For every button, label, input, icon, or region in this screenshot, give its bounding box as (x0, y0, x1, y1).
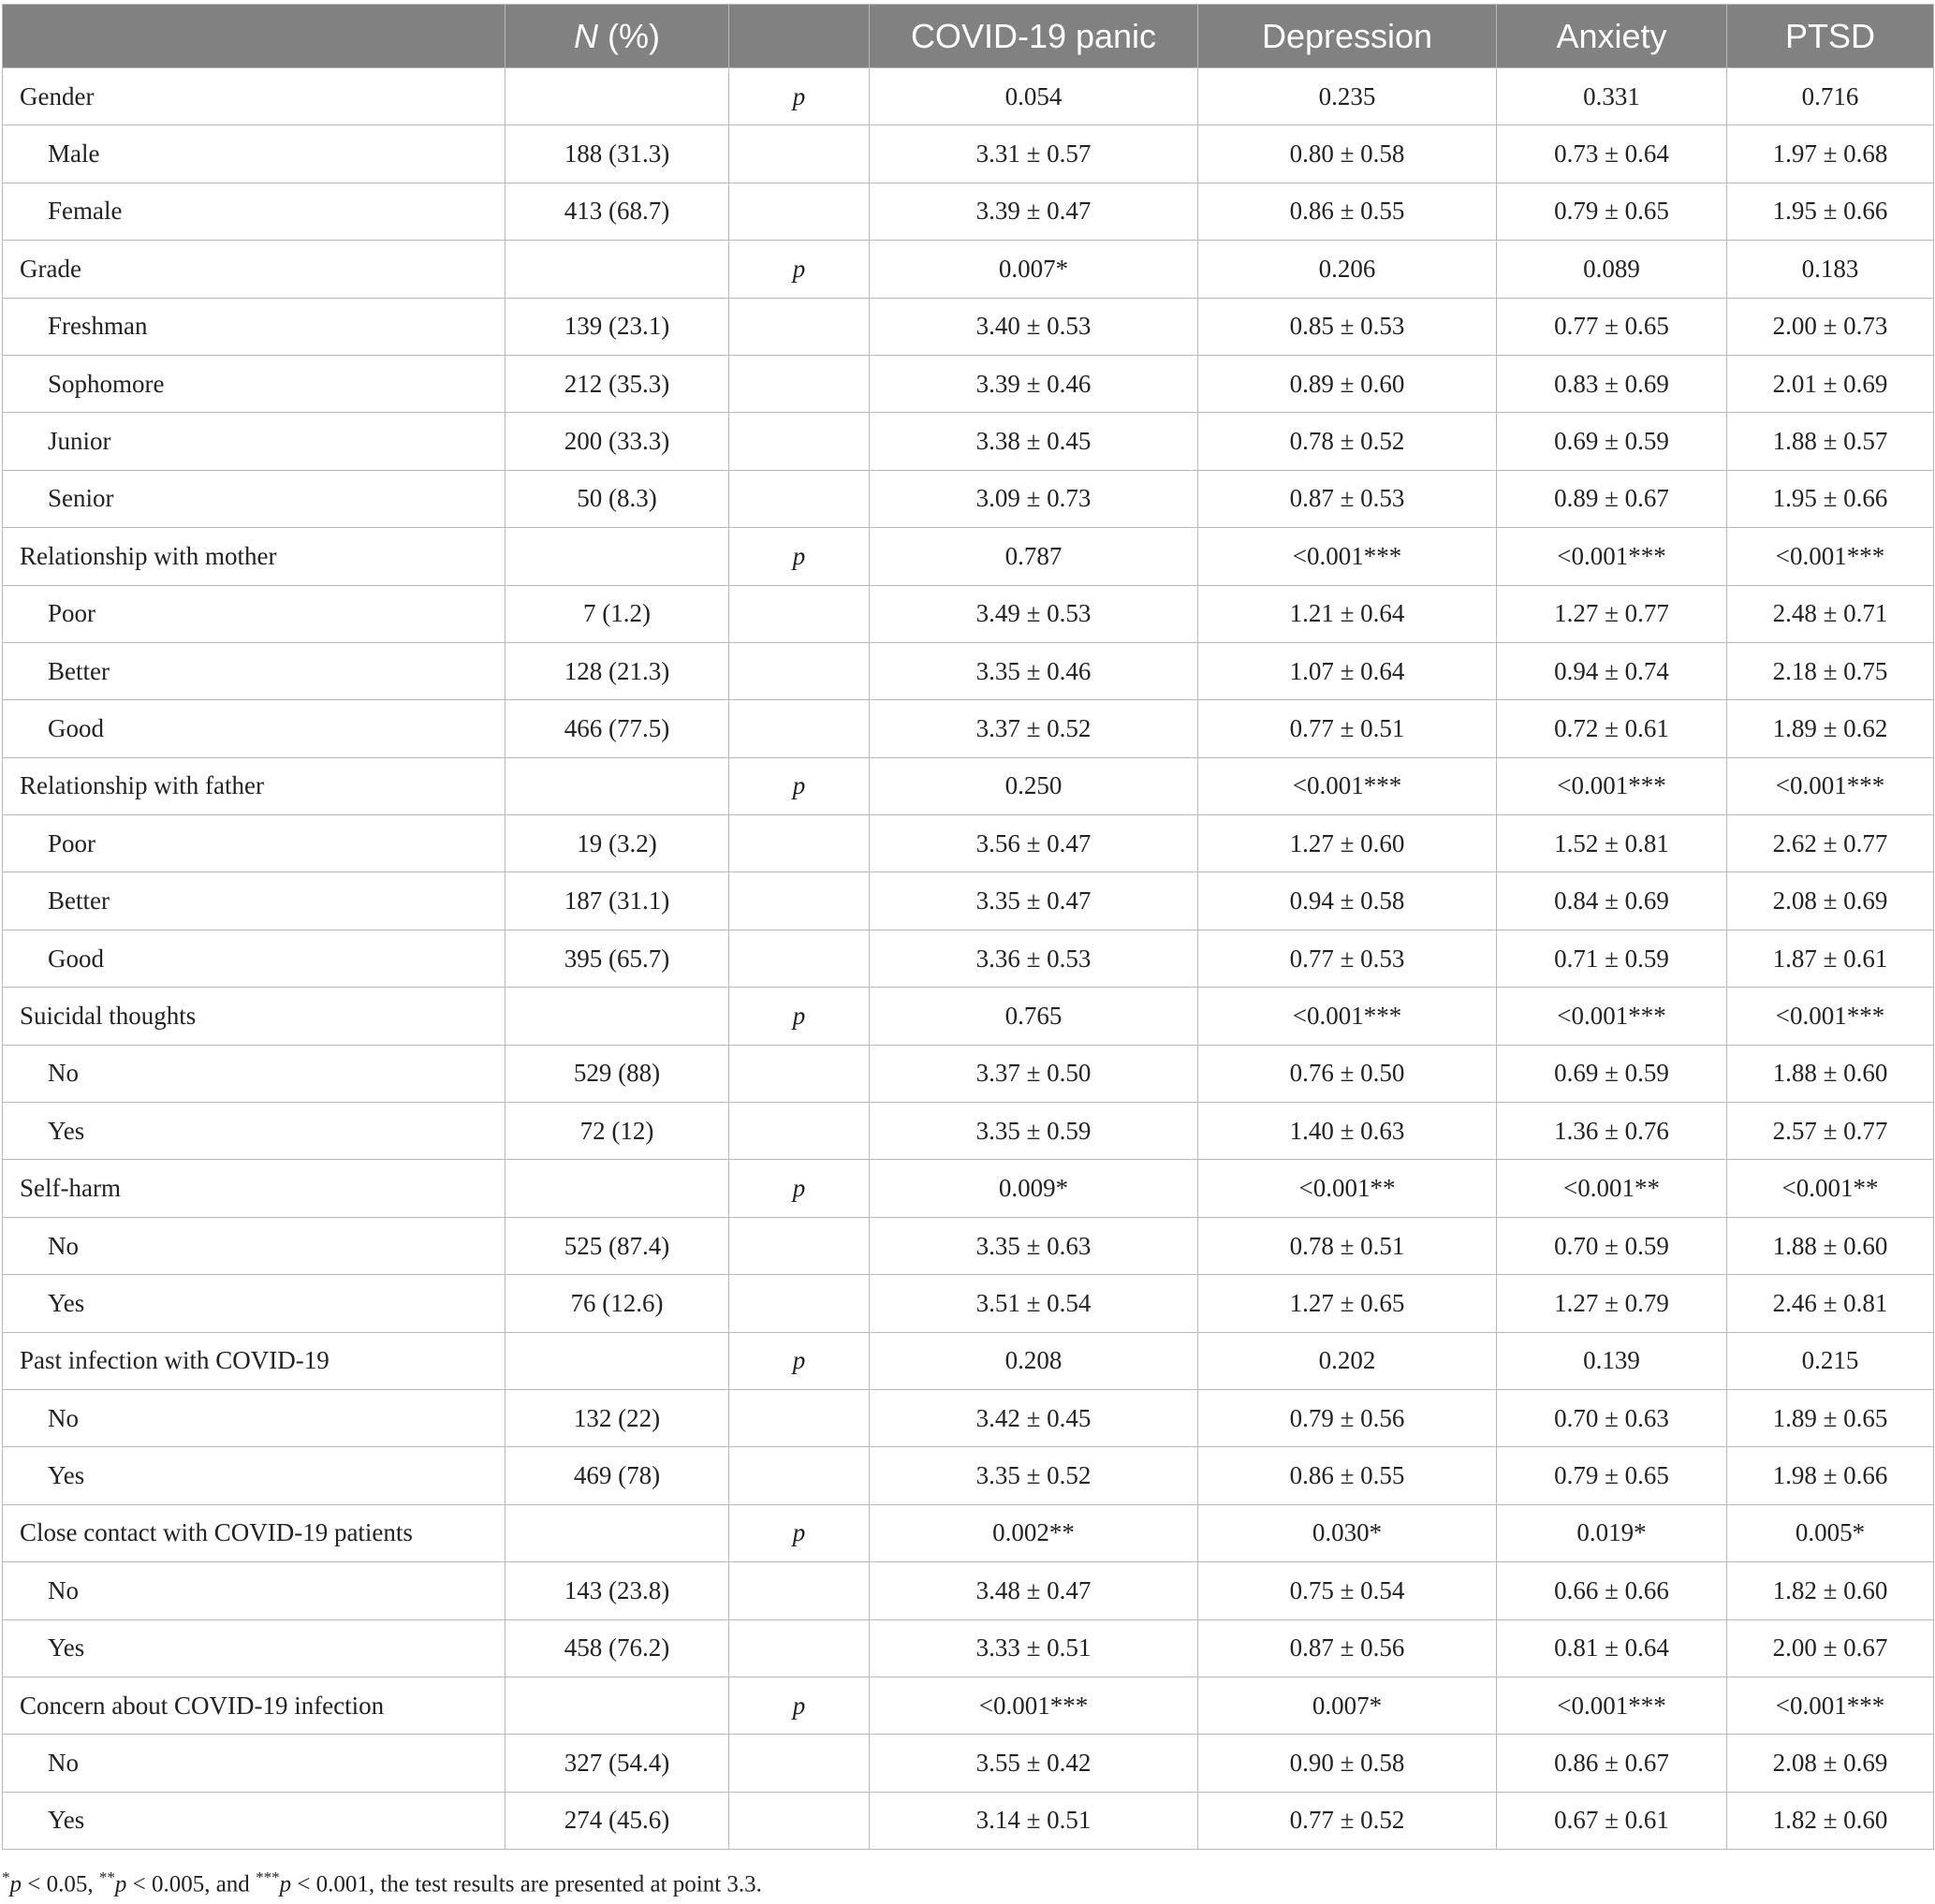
cell-covid-panic: 0.009* (870, 1160, 1198, 1217)
cell-anxiety: 0.70 ± 0.63 (1497, 1389, 1727, 1446)
header-n-percent (506, 5, 729, 68)
cell-ptsd: 2.08 ± 0.69 (1727, 872, 1934, 930)
header-p (729, 5, 870, 68)
table-row-group (3, 1332, 1934, 1389)
table-row-group (3, 1160, 1934, 1217)
cell-anxiety: 0.72 ± 0.61 (1497, 700, 1727, 757)
statistics-table (2, 4, 1934, 1850)
cell-anxiety: 0.089 (1497, 241, 1727, 298)
table-row-level (3, 1045, 1934, 1102)
cell-ptsd: <0.001*** (1727, 757, 1934, 814)
cell-anxiety: 0.77 ± 0.65 (1497, 298, 1727, 355)
cell-variable: Yes (3, 1275, 506, 1332)
cell-p-marker (729, 1447, 870, 1504)
cell-ptsd: 1.88 ± 0.57 (1727, 413, 1934, 470)
table-row-level (3, 298, 1934, 355)
cell-variable: Male (3, 125, 506, 183)
cell-variable: Concern about COVID-19 infection (3, 1677, 506, 1734)
table-row-level (3, 872, 1934, 930)
cell-n-percent (506, 988, 729, 1045)
cell-anxiety: 0.69 ± 0.59 (1497, 1045, 1727, 1102)
cell-anxiety: 1.27 ± 0.77 (1497, 585, 1727, 642)
cell-covid-panic: 3.36 ± 0.53 (870, 930, 1198, 987)
cell-n-percent: 128 (21.3) (506, 642, 729, 699)
cell-variable: Better (3, 872, 506, 930)
cell-covid-panic: 0.002** (870, 1504, 1198, 1561)
cell-depression: 0.85 ± 0.53 (1198, 298, 1497, 355)
cell-depression: 0.86 ± 0.55 (1198, 183, 1497, 240)
cell-ptsd: 2.08 ± 0.69 (1727, 1735, 1934, 1792)
cell-p-marker (729, 355, 870, 412)
cell-ptsd: 2.48 ± 0.71 (1727, 585, 1934, 642)
cell-n-percent (506, 757, 729, 814)
footnote-p-1: p (9, 1871, 22, 1897)
header-anxiety: Anxiety (1497, 5, 1727, 68)
cell-depression: 0.87 ± 0.53 (1198, 470, 1497, 527)
cell-variable: Gender (3, 68, 506, 125)
cell-covid-panic: 3.33 ± 0.51 (870, 1619, 1198, 1677)
cell-anxiety: 0.66 ± 0.66 (1497, 1562, 1727, 1619)
cell-depression: 0.78 ± 0.51 (1198, 1217, 1497, 1274)
cell-covid-panic: 0.250 (870, 757, 1198, 814)
cell-n-percent: 7 (1.2) (506, 585, 729, 642)
cell-covid-panic: 3.14 ± 0.51 (870, 1792, 1198, 1849)
cell-p-marker (729, 585, 870, 642)
cell-anxiety: 0.89 ± 0.67 (1497, 470, 1727, 527)
table-row-level (3, 700, 1934, 757)
footnote-text-2: < 0.005, and (126, 1871, 257, 1897)
table-row-level (3, 1562, 1934, 1619)
cell-anxiety: <0.001*** (1497, 757, 1727, 814)
cell-variable: No (3, 1217, 506, 1274)
cell-p-marker (729, 1562, 870, 1619)
cell-n-percent: 469 (78) (506, 1447, 729, 1504)
cell-n-percent (506, 1677, 729, 1734)
cell-variable: Poor (3, 815, 506, 872)
footnote-sig-1: * (2, 1868, 10, 1886)
cell-n-percent: 50 (8.3) (506, 470, 729, 527)
cell-variable: Poor (3, 585, 506, 642)
table-body (3, 68, 1934, 1850)
cell-variable: Junior (3, 413, 506, 470)
cell-depression: 0.87 ± 0.56 (1198, 1619, 1497, 1677)
cell-covid-panic: 3.48 ± 0.47 (870, 1562, 1198, 1619)
header-covid-panic: COVID-19 panic (870, 5, 1198, 68)
cell-depression: 0.75 ± 0.54 (1198, 1562, 1497, 1619)
cell-covid-panic: 3.09 ± 0.73 (870, 470, 1198, 527)
table-row-level (3, 1217, 1934, 1274)
cell-variable: No (3, 1389, 506, 1446)
table-row-level (3, 1389, 1934, 1446)
cell-n-percent: 525 (87.4) (506, 1217, 729, 1274)
cell-n-percent: 188 (31.3) (506, 125, 729, 183)
cell-n-percent (506, 1504, 729, 1561)
cell-anxiety: 1.36 ± 0.76 (1497, 1103, 1727, 1160)
table-row-level (3, 815, 1934, 872)
table-row-level (3, 1735, 1934, 1792)
table-row-group (3, 528, 1934, 585)
cell-anxiety: <0.001*** (1497, 528, 1727, 585)
cell-anxiety: <0.001*** (1497, 988, 1727, 1045)
cell-anxiety: 0.73 ± 0.64 (1497, 125, 1727, 183)
cell-anxiety: 0.331 (1497, 68, 1727, 125)
cell-anxiety: 0.79 ± 0.65 (1497, 183, 1727, 240)
cell-n-percent (506, 1332, 729, 1389)
cell-covid-panic: 0.208 (870, 1332, 1198, 1389)
table-row-level (3, 355, 1934, 412)
cell-p-marker: p (729, 1160, 870, 1217)
cell-anxiety: 0.139 (1497, 1332, 1727, 1389)
cell-covid-panic: 0.765 (870, 988, 1198, 1045)
cell-anxiety: 1.52 ± 0.81 (1497, 815, 1727, 872)
cell-covid-panic: 3.35 ± 0.47 (870, 872, 1198, 930)
table-row-level (3, 1792, 1934, 1849)
cell-anxiety: 1.27 ± 0.79 (1497, 1275, 1727, 1332)
cell-depression: 0.78 ± 0.52 (1198, 413, 1497, 470)
cell-ptsd: 1.98 ± 0.66 (1727, 1447, 1934, 1504)
table-row-level (3, 1447, 1934, 1504)
cell-variable: Freshman (3, 298, 506, 355)
cell-p-marker (729, 872, 870, 930)
cell-variable: Yes (3, 1792, 506, 1849)
cell-ptsd: 1.88 ± 0.60 (1727, 1217, 1934, 1274)
cell-p-marker (729, 1792, 870, 1849)
cell-depression: 0.77 ± 0.51 (1198, 700, 1497, 757)
cell-variable: Female (3, 183, 506, 240)
cell-ptsd: 1.88 ± 0.60 (1727, 1045, 1934, 1102)
cell-variable: Yes (3, 1619, 506, 1677)
table-row-level (3, 470, 1934, 527)
cell-depression: 0.007* (1198, 1677, 1497, 1734)
cell-depression: 0.80 ± 0.58 (1198, 125, 1497, 183)
cell-ptsd: 2.57 ± 0.77 (1727, 1103, 1934, 1160)
cell-depression: <0.001** (1198, 1160, 1497, 1217)
cell-variable: Close contact with COVID-19 patients (3, 1504, 506, 1561)
cell-anxiety: 0.67 ± 0.61 (1497, 1792, 1727, 1849)
cell-variable: No (3, 1735, 506, 1792)
cell-variable: Yes (3, 1447, 506, 1504)
cell-depression: 0.79 ± 0.56 (1198, 1389, 1497, 1446)
cell-anxiety: 0.69 ± 0.59 (1497, 413, 1727, 470)
cell-p-marker: p (729, 1332, 870, 1389)
cell-covid-panic: 3.40 ± 0.53 (870, 298, 1198, 355)
cell-variable: Better (3, 642, 506, 699)
table-row-level (3, 125, 1934, 183)
cell-ptsd: 0.183 (1727, 241, 1934, 298)
cell-n-percent (506, 68, 729, 125)
cell-anxiety: <0.001** (1497, 1160, 1727, 1217)
cell-covid-panic: 3.56 ± 0.47 (870, 815, 1198, 872)
cell-variable: Suicidal thoughts (3, 988, 506, 1045)
cell-n-percent: 76 (12.6) (506, 1275, 729, 1332)
cell-depression: 1.40 ± 0.63 (1198, 1103, 1497, 1160)
cell-ptsd: 1.89 ± 0.65 (1727, 1389, 1934, 1446)
cell-p-marker (729, 815, 870, 872)
cell-ptsd: 0.005* (1727, 1504, 1934, 1561)
cell-p-marker (729, 930, 870, 987)
footnote-text-3: < 0.001, the test results are presented at point 3.3. (291, 1871, 762, 1897)
cell-anxiety: 0.94 ± 0.74 (1497, 642, 1727, 699)
cell-p-marker (729, 470, 870, 527)
cell-n-percent: 395 (65.7) (506, 930, 729, 987)
cell-depression: <0.001*** (1198, 528, 1497, 585)
cell-ptsd: 1.87 ± 0.61 (1727, 930, 1934, 987)
table-row-group (3, 1504, 1934, 1561)
cell-ptsd: 2.18 ± 0.75 (1727, 642, 1934, 699)
cell-covid-panic: 3.35 ± 0.59 (870, 1103, 1198, 1160)
cell-ptsd: 1.82 ± 0.60 (1727, 1792, 1934, 1849)
table-row-level (3, 413, 1934, 470)
cell-ptsd: 1.95 ± 0.66 (1727, 470, 1934, 527)
header-row (3, 5, 1934, 68)
footnote-sig-3: *** (256, 1868, 280, 1886)
cell-anxiety: 0.71 ± 0.59 (1497, 930, 1727, 987)
table-footnote (2, 1868, 762, 1897)
cell-p-marker (729, 1045, 870, 1102)
cell-depression: 0.90 ± 0.58 (1198, 1735, 1497, 1792)
cell-n-percent: 187 (31.1) (506, 872, 729, 930)
cell-n-percent (506, 241, 729, 298)
cell-n-percent: 466 (77.5) (506, 700, 729, 757)
cell-covid-panic: 0.787 (870, 528, 1198, 585)
cell-covid-panic: 3.37 ± 0.50 (870, 1045, 1198, 1102)
cell-covid-panic: 0.007* (870, 241, 1198, 298)
cell-p-marker: p (729, 241, 870, 298)
cell-covid-panic: 3.51 ± 0.54 (870, 1275, 1198, 1332)
cell-depression: 0.77 ± 0.53 (1198, 930, 1497, 987)
cell-ptsd: 1.95 ± 0.66 (1727, 183, 1934, 240)
cell-anxiety: 0.019* (1497, 1504, 1727, 1561)
cell-p-marker (729, 700, 870, 757)
cell-p-marker: p (729, 1677, 870, 1734)
table-row-level (3, 642, 1934, 699)
footnote-p-2: p (114, 1871, 127, 1897)
cell-variable: Good (3, 700, 506, 757)
footnote-p-3: p (279, 1871, 292, 1897)
cell-depression: 1.07 ± 0.64 (1198, 642, 1497, 699)
cell-variable: Relationship with mother (3, 528, 506, 585)
cell-anxiety: 0.86 ± 0.67 (1497, 1735, 1727, 1792)
cell-covid-panic: 3.31 ± 0.57 (870, 125, 1198, 183)
cell-covid-panic: 3.35 ± 0.52 (870, 1447, 1198, 1504)
cell-variable: Yes (3, 1103, 506, 1160)
cell-covid-panic: 0.054 (870, 68, 1198, 125)
footnote-sig-2: ** (98, 1868, 115, 1886)
cell-variable: Relationship with father (3, 757, 506, 814)
cell-n-percent: 143 (23.8) (506, 1562, 729, 1619)
table-row-level (3, 1619, 1934, 1677)
cell-p-marker (729, 642, 870, 699)
header-n-rest: (%) (598, 16, 660, 55)
cell-n-percent: 529 (88) (506, 1045, 729, 1102)
cell-p-marker (729, 125, 870, 183)
cell-ptsd: 1.82 ± 0.60 (1727, 1562, 1934, 1619)
table-row-group (3, 988, 1934, 1045)
table-row-level (3, 585, 1934, 642)
table-row-level (3, 1275, 1934, 1332)
cell-p-marker (729, 413, 870, 470)
cell-variable: Grade (3, 241, 506, 298)
cell-ptsd: <0.001*** (1727, 528, 1934, 585)
cell-depression: <0.001*** (1198, 988, 1497, 1045)
cell-ptsd: 2.01 ± 0.69 (1727, 355, 1934, 412)
cell-p-marker (729, 1103, 870, 1160)
cell-ptsd: <0.001** (1727, 1160, 1934, 1217)
cell-depression: 1.27 ± 0.65 (1198, 1275, 1497, 1332)
cell-covid-panic: 3.37 ± 0.52 (870, 700, 1198, 757)
table-row-group (3, 757, 1934, 814)
table-row-level (3, 1103, 1934, 1160)
cell-depression: 0.030* (1198, 1504, 1497, 1561)
cell-variable: No (3, 1045, 506, 1102)
cell-p-marker (729, 183, 870, 240)
cell-n-percent: 212 (35.3) (506, 355, 729, 412)
cell-covid-panic: 3.55 ± 0.42 (870, 1735, 1198, 1792)
cell-anxiety: 0.81 ± 0.64 (1497, 1619, 1727, 1677)
cell-n-percent (506, 1160, 729, 1217)
cell-ptsd: 0.215 (1727, 1332, 1934, 1389)
cell-p-marker (729, 1389, 870, 1446)
table-row-level (3, 930, 1934, 987)
cell-depression: 0.235 (1198, 68, 1497, 125)
header-depression: Depression (1198, 5, 1497, 68)
cell-n-percent (506, 528, 729, 585)
table-row-group (3, 241, 1934, 298)
cell-covid-panic: 3.39 ± 0.46 (870, 355, 1198, 412)
cell-ptsd: <0.001*** (1727, 988, 1934, 1045)
cell-p-marker (729, 1619, 870, 1677)
data-table-container (2, 4, 1933, 1850)
cell-anxiety: 0.79 ± 0.65 (1497, 1447, 1727, 1504)
cell-anxiety: 0.70 ± 0.59 (1497, 1217, 1727, 1274)
cell-n-percent: 413 (68.7) (506, 183, 729, 240)
cell-depression: 0.76 ± 0.50 (1198, 1045, 1497, 1102)
cell-variable: Past infection with COVID-19 (3, 1332, 506, 1389)
cell-ptsd: 1.97 ± 0.68 (1727, 125, 1934, 183)
cell-covid-panic: 3.39 ± 0.47 (870, 183, 1198, 240)
cell-covid-panic: 3.38 ± 0.45 (870, 413, 1198, 470)
cell-depression: 0.202 (1198, 1332, 1497, 1389)
cell-n-percent: 458 (76.2) (506, 1619, 729, 1677)
cell-depression: 0.86 ± 0.55 (1198, 1447, 1497, 1504)
cell-ptsd: 2.62 ± 0.77 (1727, 815, 1934, 872)
cell-variable: Good (3, 930, 506, 987)
cell-n-percent: 200 (33.3) (506, 413, 729, 470)
cell-p-marker (729, 1275, 870, 1332)
cell-p-marker: p (729, 68, 870, 125)
cell-p-marker (729, 298, 870, 355)
cell-n-percent: 274 (45.6) (506, 1792, 729, 1849)
cell-p-marker: p (729, 988, 870, 1045)
cell-depression: <0.001*** (1198, 757, 1497, 814)
cell-depression: 1.21 ± 0.64 (1198, 585, 1497, 642)
cell-depression: 0.206 (1198, 241, 1497, 298)
cell-n-percent: 19 (3.2) (506, 815, 729, 872)
cell-n-percent: 132 (22) (506, 1389, 729, 1446)
table-row-level (3, 183, 1934, 240)
cell-n-percent: 72 (12) (506, 1103, 729, 1160)
cell-depression: 0.94 ± 0.58 (1198, 872, 1497, 930)
cell-p-marker (729, 1735, 870, 1792)
cell-covid-panic: 3.42 ± 0.45 (870, 1389, 1198, 1446)
cell-covid-panic: 3.49 ± 0.53 (870, 585, 1198, 642)
footnote-text-1: < 0.05, (22, 1871, 99, 1897)
cell-anxiety: 0.84 ± 0.69 (1497, 872, 1727, 930)
table-row-group (3, 68, 1934, 125)
cell-depression: 0.89 ± 0.60 (1198, 355, 1497, 412)
cell-ptsd: <0.001*** (1727, 1677, 1934, 1734)
cell-anxiety: 0.83 ± 0.69 (1497, 355, 1727, 412)
cell-depression: 1.27 ± 0.60 (1198, 815, 1497, 872)
cell-ptsd: 0.716 (1727, 68, 1934, 125)
cell-anxiety: <0.001*** (1497, 1677, 1727, 1734)
cell-ptsd: 1.89 ± 0.62 (1727, 700, 1934, 757)
table-row-group (3, 1677, 1934, 1734)
cell-ptsd: 2.00 ± 0.73 (1727, 298, 1934, 355)
cell-variable: Self-harm (3, 1160, 506, 1217)
cell-variable: Sophomore (3, 355, 506, 412)
header-n-italic: N (574, 16, 598, 55)
cell-p-marker: p (729, 757, 870, 814)
cell-p-marker (729, 1217, 870, 1274)
cell-variable: No (3, 1562, 506, 1619)
cell-ptsd: 2.46 ± 0.81 (1727, 1275, 1934, 1332)
cell-ptsd: 2.00 ± 0.67 (1727, 1619, 1934, 1677)
cell-depression: 0.77 ± 0.52 (1198, 1792, 1497, 1849)
header-ptsd: PTSD (1727, 5, 1934, 68)
header-variable (3, 5, 506, 68)
cell-variable: Senior (3, 470, 506, 527)
cell-p-marker: p (729, 1504, 870, 1561)
cell-covid-panic: 3.35 ± 0.46 (870, 642, 1198, 699)
cell-covid-panic: 3.35 ± 0.63 (870, 1217, 1198, 1274)
cell-n-percent: 327 (54.4) (506, 1735, 729, 1792)
cell-n-percent: 139 (23.1) (506, 298, 729, 355)
cell-covid-panic: <0.001*** (870, 1677, 1198, 1734)
cell-p-marker: p (729, 528, 870, 585)
